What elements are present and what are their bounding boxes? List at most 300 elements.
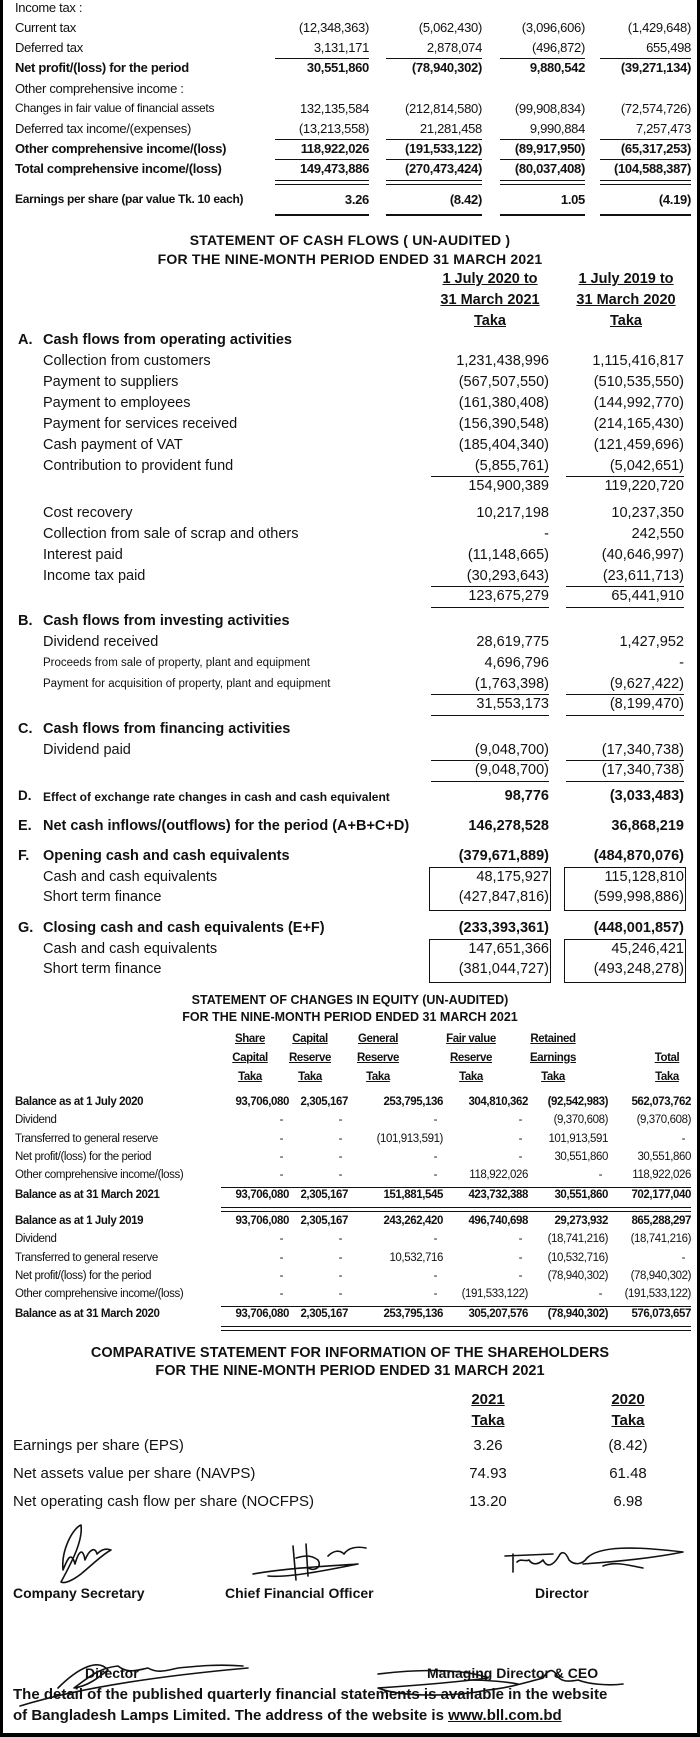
income-row-value: 30,551,860 — [306, 60, 369, 75]
equity-col-header: Reserve — [289, 1052, 331, 1064]
section-letter: C. — [18, 721, 33, 737]
equity-col-header: Capital — [232, 1052, 268, 1064]
equity-cell: - — [279, 1151, 283, 1163]
line-item-value: (9,627,422) — [609, 676, 684, 692]
line-item-label: Dividend paid — [43, 742, 131, 758]
signature-company-secretary — [53, 1520, 123, 1590]
equity-cell: - — [338, 1114, 342, 1126]
equity-cell: 2,305,167 — [300, 1215, 348, 1227]
equity-cell: - — [338, 1233, 342, 1245]
income-row-value: (4.19) — [658, 192, 691, 207]
line-item-value: (381,044,727) — [458, 961, 549, 977]
equity-cell: - — [279, 1270, 283, 1282]
equity-row-label: Balance as at 1 July 2019 — [15, 1215, 144, 1227]
line-item-value: 242,550 — [631, 526, 684, 542]
line-item-value: (9,048,700) — [474, 742, 549, 758]
equity-cell: 93,706,080 — [235, 1215, 289, 1227]
equity-cell: - — [681, 1252, 685, 1264]
comparative-value-2020: (8.42) — [608, 1437, 648, 1454]
cmp-col2-year: 2020 — [611, 1391, 645, 1408]
section-total-value: 146,278,528 — [468, 818, 549, 834]
underline-rule — [566, 715, 684, 716]
line-item-label: Cash and cash equivalents — [43, 869, 218, 885]
equity-row-label: Net profit/(loss) for the period — [15, 1151, 152, 1163]
equity-cell: - — [279, 1288, 283, 1300]
underline-rule — [566, 476, 684, 477]
equity-col-header: Fair value — [446, 1033, 496, 1045]
equity-cell: 30,551,860 — [637, 1151, 691, 1163]
income-row-label: Current tax — [15, 20, 77, 35]
equity-cell: 305,207,576 — [468, 1308, 528, 1320]
equity-cell: 243,262,420 — [383, 1215, 443, 1227]
equity-cell: 2,305,167 — [300, 1189, 348, 1201]
equity-row-label: Dividend — [15, 1233, 57, 1245]
equity-subtitle: FOR THE NINE-MONTH PERIOD ENDED 31 MARCH 2021 — [182, 1010, 518, 1024]
section-total-value: 123,675,279 — [468, 588, 549, 604]
income-row-value: (39,271,134) — [620, 60, 691, 75]
equity-cell: - — [279, 1252, 283, 1264]
equity-col-header: General — [357, 1033, 399, 1045]
income-row-value: (99,908,834) — [514, 101, 585, 116]
equity-cell: - — [518, 1252, 522, 1264]
underline-rule — [600, 159, 691, 160]
line-item-value: (144,992,770) — [593, 395, 684, 411]
income-row-value: (12,348,363) — [298, 20, 369, 35]
line-item-value: (567,507,550) — [458, 374, 549, 390]
section-total-value: (17,340,738) — [601, 762, 684, 778]
cf-col2-line2: 31 March 2020 — [576, 292, 676, 308]
equity-title: STATEMENT OF CHANGES IN EQUITY (UN-AUDITED) — [191, 993, 509, 1007]
line-item-value: (427,847,816) — [458, 889, 549, 905]
equity-row-label: Other comprehensive income/(loss) — [15, 1288, 184, 1300]
line-item-value: (30,293,643) — [466, 568, 549, 584]
section-total-value: (484,870,076) — [593, 848, 684, 864]
line-item-label: Collection from sale of scrap and others — [43, 526, 299, 542]
income-row-value: (270,473,424) — [404, 161, 482, 176]
equity-cell: - — [518, 1151, 522, 1163]
income-row-value: 3.26 — [344, 192, 369, 207]
income-row-value: 9,990,884 — [529, 121, 585, 136]
equity-cell: - — [338, 1151, 342, 1163]
income-row-value: (496,872) — [532, 40, 585, 55]
equity-cell: - — [433, 1169, 437, 1181]
line-item-value: 1,231,438,996 — [456, 353, 549, 369]
comparative-row-label: Earnings per share (EPS) — [13, 1437, 184, 1454]
underline-rule — [431, 607, 549, 608]
underline-rule — [386, 159, 482, 160]
comparative-subtitle: FOR THE NINE-MONTH PERIOD ENDED 31 MARCH 2021 — [155, 1363, 545, 1379]
income-row-value: (13,213,558) — [298, 121, 369, 136]
underline-rule — [566, 694, 684, 695]
section-total-value: 31,553,173 — [476, 696, 549, 712]
line-item-label: Collection from customers — [43, 353, 211, 369]
income-row-value: (80,037,408) — [514, 161, 585, 176]
equity-cell: 2,305,167 — [300, 1308, 348, 1320]
comparative-value-2020: 6.98 — [613, 1493, 643, 1510]
underline-rule — [221, 1187, 691, 1188]
section-letter: B. — [18, 613, 33, 629]
underline-rule — [431, 694, 549, 695]
equity-cell: 29,273,932 — [554, 1215, 608, 1227]
equity-col-header: Share — [235, 1033, 265, 1045]
income-row-label: Deferred tax income/(expenses) — [15, 121, 191, 136]
section-total-value: (3,033,483) — [609, 788, 684, 804]
equity-cell: (191,533,122) — [624, 1288, 691, 1300]
equity-cell: (10,532,716) — [547, 1252, 608, 1264]
signatory-title-company-secretary: Company Secretary — [13, 1585, 145, 1601]
comparative-value-2020: 61.48 — [609, 1465, 647, 1482]
line-item-value: (1,763,398) — [474, 676, 549, 692]
underline-rule — [275, 214, 369, 216]
equity-cell: - — [598, 1288, 602, 1300]
income-row-value: 2,878,074 — [426, 40, 482, 55]
line-item-label: Payment for services received — [43, 416, 238, 432]
section-letter: E. — [18, 818, 32, 834]
equity-cell: - — [433, 1270, 437, 1282]
equity-cell: 865,288,297 — [631, 1215, 691, 1227]
section-total-value: 65,441,910 — [611, 588, 684, 604]
section-total-value: (9,048,700) — [474, 762, 549, 778]
comparative-title: COMPARATIVE STATEMENT FOR INFORMATION OF THE SHAREHOLDERS — [90, 1345, 610, 1361]
equity-cell: (78,940,302) — [630, 1270, 691, 1282]
equity-cell: - — [518, 1270, 522, 1282]
income-row-value: (65,317,253) — [620, 141, 691, 156]
signatory-title-director-2: Director — [85, 1665, 139, 1681]
line-item-label: Interest paid — [43, 547, 123, 563]
underline-rule — [431, 715, 549, 716]
line-item-value: 1,115,416,817 — [592, 353, 684, 369]
section-title: Opening cash and cash equivalents — [43, 848, 290, 864]
equity-cell: 118,922,026 — [469, 1169, 528, 1181]
line-item-value: (156,390,548) — [458, 416, 549, 432]
double-underline-rule — [500, 180, 585, 185]
cmp-col1-year: 2021 — [471, 1391, 505, 1408]
equity-col-header: Taka — [459, 1071, 483, 1083]
equity-cell: 702,177,040 — [631, 1189, 691, 1201]
line-item-label: Payment for acquisition of property, plant and equipment — [43, 678, 331, 690]
section-title: Effect of exchange rate changes in cash and cash equivalent — [43, 790, 390, 804]
income-row-label: Changes in fair value of financial assets — [15, 101, 215, 115]
equity-cell: - — [433, 1114, 437, 1126]
line-item-label: Dividend received — [43, 634, 159, 650]
comparative-value-2021: 3.26 — [473, 1437, 503, 1454]
income-row-value: 655,498 — [646, 40, 691, 55]
equity-cell: - — [433, 1288, 437, 1300]
income-row-label: Deferred tax — [15, 40, 83, 55]
equity-cell: (101,913,591) — [376, 1133, 443, 1145]
cf-col1-line2: 31 March 2021 — [440, 292, 540, 308]
line-item-label: Cash and cash equivalents — [43, 941, 218, 957]
line-item-value: (214,165,430) — [593, 416, 684, 432]
equity-cell: (18,741,216) — [630, 1233, 691, 1245]
income-row-value: 149,473,886 — [300, 161, 369, 176]
income-row-value: 9,880,542 — [529, 60, 585, 75]
line-item-value: (17,340,738) — [601, 742, 684, 758]
equity-cell: (78,940,302) — [547, 1308, 608, 1320]
comparative-row-label: Net operating cash flow per share (NOCFPS) — [13, 1493, 314, 1510]
equity-col-header: Earnings — [529, 1052, 576, 1064]
income-row-value: 118,922,026 — [300, 141, 369, 156]
equity-cell: - — [338, 1169, 342, 1181]
line-item-value: (161,380,408) — [458, 395, 549, 411]
equity-cell: 10,532,716 — [389, 1252, 443, 1264]
double-underline-rule — [221, 1207, 691, 1212]
equity-col-header: Total — [654, 1052, 680, 1064]
equity-row-label: Transferred to general reserve — [15, 1133, 158, 1145]
underline-rule — [275, 139, 369, 140]
income-row-value: (5,062,430) — [418, 20, 482, 35]
line-item-value: (510,535,550) — [593, 374, 684, 390]
income-row-value: (8.42) — [449, 192, 482, 207]
equity-row-label: Net profit/(loss) for the period — [15, 1270, 152, 1282]
underline-rule — [431, 586, 549, 587]
comparative-value-2021: 13.20 — [469, 1493, 507, 1510]
equity-col-header: Retained — [530, 1033, 576, 1045]
section-total-value: (379,671,889) — [458, 848, 549, 864]
equity-cell: (78,940,302) — [547, 1270, 608, 1282]
cmp-col2-unit: Taka — [611, 1412, 645, 1429]
section-letter: D. — [18, 788, 32, 803]
line-item-label: Income tax paid — [43, 568, 146, 584]
equity-cell: - — [598, 1169, 602, 1181]
line-item-label: Contribution to provident fund — [43, 458, 234, 474]
equity-cell: - — [338, 1252, 342, 1264]
underline-rule — [500, 58, 585, 59]
line-item-value: 115,128,810 — [604, 869, 684, 885]
equity-col-header: Taka — [298, 1071, 322, 1083]
equity-cell: - — [338, 1288, 342, 1300]
income-row-label: Other comprehensive income : — [15, 81, 184, 96]
section-total-value: 98,776 — [504, 788, 549, 804]
equity-col-header: Capital — [292, 1033, 328, 1045]
section-title: Net cash inflows/(outflows) for the period (A+B+C+D) — [43, 818, 410, 834]
equity-cell: (92,542,983) — [547, 1096, 608, 1108]
equity-cell: (9,370,608) — [636, 1114, 691, 1126]
equity-cell: - — [681, 1133, 685, 1145]
equity-cell: - — [338, 1133, 342, 1145]
line-item-label: Short term finance — [43, 889, 162, 905]
equity-cell: 30,551,860 — [554, 1151, 608, 1163]
line-item-label: Proceeds from sale of property, plant and equipment — [43, 657, 310, 669]
underline-rule — [386, 214, 482, 216]
cash-flow-title: STATEMENT OF CASH FLOWS ( UN-AUDITED ) — [189, 232, 511, 248]
website-link[interactable]: www.bll.com.bd — [448, 1707, 562, 1724]
subtotal-value: 154,900,389 — [468, 478, 549, 494]
section-letter: F. — [18, 848, 30, 864]
line-item-value: 147,651,366 — [468, 941, 549, 957]
section-total-value: 36,868,219 — [611, 818, 684, 834]
double-underline-rule — [386, 180, 482, 185]
equity-row-label: Transferred to general reserve — [15, 1252, 158, 1264]
equity-cell: - — [433, 1151, 437, 1163]
signatory-title-cfo: Chief Financial Officer — [225, 1585, 374, 1601]
section-title: Cash flows from investing activities — [43, 613, 290, 629]
underline-rule — [275, 58, 369, 59]
equity-cell: - — [279, 1133, 283, 1145]
underline-rule — [500, 139, 585, 140]
equity-row-label: Balance as at 1 July 2020 — [15, 1096, 144, 1108]
income-row-value: 7,257,473 — [635, 121, 691, 136]
equity-col-header: Taka — [238, 1071, 262, 1083]
line-item-value: (40,646,997) — [601, 547, 684, 563]
underline-rule — [386, 58, 482, 59]
double-underline-rule — [600, 180, 691, 185]
line-item-value: (121,459,696) — [593, 437, 684, 453]
line-item-value: (11,148,665) — [467, 547, 549, 563]
equity-cell: (191,533,122) — [461, 1288, 528, 1300]
equity-row-label: Other comprehensive income/(loss) — [15, 1169, 184, 1181]
section-title: Cash flows from operating activities — [43, 332, 292, 348]
equity-cell: - — [279, 1169, 283, 1181]
equity-cell: - — [338, 1270, 342, 1282]
line-item-value: 10,217,198 — [476, 505, 549, 521]
equity-cell: - — [518, 1233, 522, 1245]
underline-rule — [566, 760, 684, 761]
footer-line-2-text: of Bangladesh Lamps Limited. The address of the website is — [13, 1707, 449, 1724]
underline-rule — [275, 159, 369, 160]
equity-cell: 2,305,167 — [300, 1096, 348, 1108]
equity-cell: 93,706,080 — [235, 1308, 289, 1320]
income-row-value: (72,574,726) — [620, 101, 691, 116]
equity-cell: 93,706,080 — [235, 1096, 289, 1108]
double-underline-rule — [221, 1326, 691, 1331]
cash-flow-subtitle: FOR THE NINE-MONTH PERIOD ENDED 31 MARCH 2021 — [157, 251, 543, 267]
underline-rule — [431, 781, 549, 782]
underline-rule — [600, 214, 691, 216]
income-row-value: 1.05 — [560, 192, 585, 207]
underline-rule — [600, 58, 691, 59]
footer-line-1: The detail of the published quarterly financial statements is available in the website — [13, 1686, 608, 1703]
section-title: Closing cash and cash equivalents (E+F) — [43, 920, 325, 936]
income-row-value: (212,814,580) — [404, 101, 482, 116]
line-item-label: Cash payment of VAT — [43, 437, 183, 453]
line-item-value: (599,998,886) — [593, 889, 684, 905]
line-item-value: (23,611,713) — [602, 568, 684, 584]
underline-rule — [566, 607, 684, 608]
section-title: Cash flows from financing activities — [43, 721, 291, 737]
line-item-value: 45,246,421 — [611, 941, 684, 957]
line-item-value: (5,855,761) — [474, 458, 549, 474]
underline-rule — [431, 760, 549, 761]
equity-col-header: Reserve — [450, 1052, 492, 1064]
underline-rule — [431, 476, 549, 477]
income-row-value: 3,131,171 — [313, 40, 369, 55]
line-item-label: Payment to employees — [43, 395, 191, 411]
underline-rule — [386, 139, 482, 140]
income-row-label: Net profit/(loss) for the period — [15, 60, 189, 75]
line-item-value: (493,248,278) — [593, 961, 684, 977]
income-row-value: (89,917,950) — [514, 141, 585, 156]
line-item-value: 28,619,775 — [476, 634, 549, 650]
equity-cell: - — [518, 1114, 522, 1126]
footer-line-2 — [13, 1707, 562, 1724]
equity-cell: - — [518, 1133, 522, 1145]
comparative-value-2021: 74.93 — [469, 1465, 507, 1482]
equity-cell: 253,795,136 — [383, 1308, 443, 1320]
income-row-value: (191,533,122) — [404, 141, 482, 156]
line-item-value: 4,696,796 — [484, 655, 549, 671]
equity-cell: - — [279, 1114, 283, 1126]
line-item-value: - — [544, 526, 549, 542]
underline-rule — [566, 781, 684, 782]
income-row-label: Total comprehensive income/(loss) — [15, 161, 222, 176]
equity-cell: 30,551,860 — [554, 1189, 608, 1201]
cf-col1-unit: Taka — [474, 313, 506, 329]
equity-row-label: Balance as at 31 March 2021 — [15, 1189, 160, 1201]
section-total-value: (233,393,361) — [458, 920, 549, 936]
line-item-value: 1,427,952 — [619, 634, 684, 650]
income-row-value: (78,940,302) — [411, 60, 482, 75]
equity-cell: (9,370,608) — [553, 1114, 608, 1126]
line-item-value: (5,042,651) — [609, 458, 684, 474]
equity-cell: 423,732,388 — [468, 1189, 528, 1201]
equity-row-label: Balance as at 31 March 2020 — [15, 1308, 160, 1320]
equity-cell: 151,881,545 — [383, 1189, 443, 1201]
section-total-value: (8,199,470) — [609, 696, 684, 712]
equity-cell: 576,073,657 — [631, 1308, 691, 1320]
equity-cell: 304,810,362 — [468, 1096, 528, 1108]
section-letter: A. — [18, 332, 33, 348]
income-row-value: (1,429,648) — [627, 20, 691, 35]
underline-rule — [600, 139, 691, 140]
equity-col-header: Taka — [541, 1071, 565, 1083]
line-item-label: Cost recovery — [43, 505, 133, 521]
section-letter: G. — [18, 920, 34, 936]
comparative-row-label: Net assets value per share (NAVPS) — [13, 1465, 256, 1482]
line-item-value: 48,175,927 — [476, 869, 549, 885]
double-underline-rule — [275, 180, 369, 185]
underline-rule — [500, 159, 585, 160]
income-row-value: (3,096,606) — [521, 20, 585, 35]
subtotal-value: 119,220,720 — [604, 478, 684, 494]
equity-cell: 253,795,136 — [383, 1096, 443, 1108]
cf-col2-line1: 1 July 2019 to — [578, 271, 674, 287]
equity-col-header: Reserve — [357, 1052, 399, 1064]
underline-rule — [221, 1306, 691, 1307]
line-item-value: - — [679, 655, 684, 671]
equity-cell: 562,073,762 — [631, 1096, 691, 1108]
signatory-title-managing-director: Managing Director & CEO — [427, 1665, 599, 1681]
underline-rule — [566, 586, 684, 587]
line-item-value: (185,404,340) — [458, 437, 549, 453]
income-row-label: Income tax : — [15, 0, 83, 15]
equity-cell: (18,741,216) — [547, 1233, 608, 1245]
income-row-label: Other comprehensive income/(loss) — [15, 141, 227, 156]
section-total-value: (448,001,857) — [593, 920, 684, 936]
equity-cell: 101,913,591 — [548, 1133, 608, 1145]
cmp-col1-unit: Taka — [471, 1412, 505, 1429]
cf-col1-line1: 1 July 2020 to — [442, 271, 538, 287]
income-row-value: 21,281,458 — [419, 121, 482, 136]
equity-col-header: Taka — [655, 1071, 679, 1083]
equity-cell: 118,922,026 — [632, 1169, 691, 1181]
line-item-label: Payment to suppliers — [43, 374, 179, 390]
income-row-value: (104,588,387) — [613, 161, 691, 176]
cf-col2-unit: Taka — [610, 313, 642, 329]
signatory-title-director-1: Director — [535, 1585, 589, 1601]
equity-cell: 93,706,080 — [235, 1189, 289, 1201]
underline-rule — [500, 214, 585, 216]
equity-col-header: Taka — [366, 1071, 390, 1083]
equity-cell: - — [279, 1233, 283, 1245]
income-row-value: 132,135,584 — [300, 101, 369, 116]
equity-cell: 496,740,698 — [468, 1215, 528, 1227]
equity-cell: - — [433, 1233, 437, 1245]
signature-director-1 — [503, 1542, 693, 1582]
signature-cfo — [248, 1538, 388, 1588]
income-row-label: Earnings per share (par value Tk. 10 each) — [15, 192, 244, 206]
line-item-label: Short term finance — [43, 961, 162, 977]
